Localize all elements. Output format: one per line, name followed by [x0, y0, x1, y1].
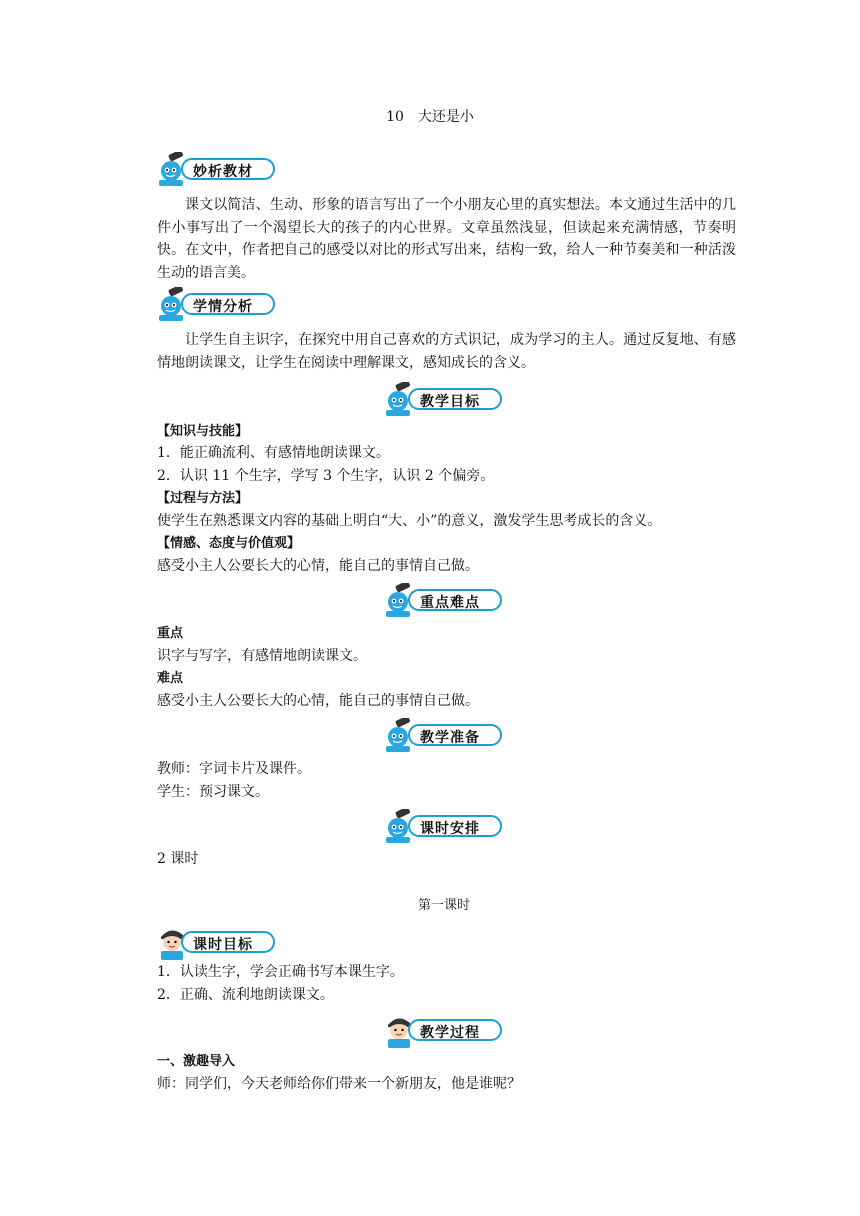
section-badge-guo-cheng: [382, 1013, 506, 1045]
goal-line: 使学生在熟悉课文内容的基础上明白“大、小”的意义，激发学生思考成长的含义。: [157, 513, 662, 529]
section-badge-zhong-nan: [382, 583, 506, 615]
section-badge-miao-xi: [155, 152, 279, 184]
lesson-subtitle: 第一课时: [417, 898, 470, 913]
heading-key-point: 重点: [157, 626, 184, 641]
section-badge-zhun-bei: [382, 718, 506, 750]
goal-line: 感受小主人公要长大的心情，能自己的事情自己做。: [157, 558, 479, 574]
heading-process-method: 【过程与方法】: [157, 491, 249, 506]
heading-difficulty: 难点: [157, 671, 184, 686]
key-point-text: 识字与写字，有感情地朗读课文。: [157, 648, 367, 664]
section-badge-ke-mu-biao: [155, 925, 279, 957]
section-badge-an-pai: [382, 809, 506, 841]
page-title: 10 大还是小: [386, 109, 474, 125]
difficulty-text: 感受小主人公要长大的心情，能自己的事情自己做。: [157, 693, 479, 709]
badge-label: 教学过程: [420, 1025, 480, 1041]
lesson-goal-line: 2．正确、流利地朗读课文。: [157, 987, 334, 1003]
miao-xi-paragraph: 课文以简洁、生动、形象的语言写出了一个小朋友心里的真实想法。本文通过生活中的几件小事写出了一个渴望长大的孩子的内心世界。文章虽然浅显，但读起来充满情感，节奏明快。在文中，作者把自己的感受以对比的形式写出来，结构一致，给人一种节奏美和一种活泼生动的语言美。: [157, 197, 736, 281]
badge-label: 课时安排: [420, 821, 480, 837]
badge-label: 课时目标: [193, 937, 253, 953]
lesson-count: 2 课时: [157, 851, 199, 867]
badge-label: 重点难点: [420, 595, 480, 611]
section-badge-xue-qing: [155, 287, 279, 319]
badge-label: 教学准备: [420, 730, 480, 746]
goal-line: 2．认识 11 个生字，学写 3 个生字，认识 2 个偏旁。: [157, 468, 495, 484]
section-badge-mu-biao: [382, 382, 506, 414]
dialogue-line: 师：同学们，今天老师给你们带来一个新朋友，他是谁呢？: [157, 1076, 521, 1092]
heading-knowledge-skills: 【知识与技能】: [157, 424, 249, 439]
xue-qing-paragraph: 让学生自主识字，在探究中用自己喜欢的方式识记，成为学习的主人。通过反复地、有感情地朗读课文，让学生在阅读中理解课文，感知成长的含义。: [157, 332, 736, 371]
heading-emotion-values: 【情感、态度与价值观】: [157, 536, 301, 551]
badge-label: 教学目标: [420, 394, 480, 410]
lesson-goal-line: 1．认读生字，学会正确书写本课生字。: [157, 964, 404, 980]
prep-teacher: 教师：字词卡片及课件。: [157, 761, 311, 777]
badge-label: 妙析教材: [193, 164, 253, 180]
prep-student: 学生：预习课文。: [157, 784, 269, 800]
goal-line: 1．能正确流利、有感情地朗读课文。: [157, 445, 390, 461]
badge-label: 学情分析: [193, 299, 253, 315]
heading-intro: 一、激趣导入: [157, 1054, 236, 1069]
